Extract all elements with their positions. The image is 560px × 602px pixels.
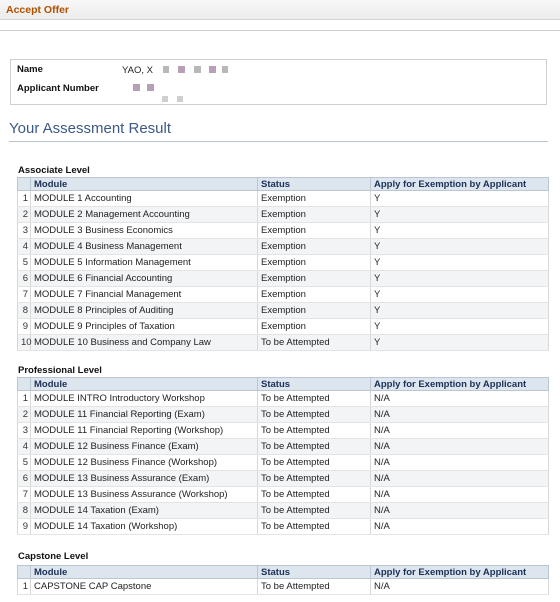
table-row	[18, 255, 549, 271]
apply-cell: N/A	[371, 455, 549, 471]
redacted-block	[222, 66, 228, 73]
row-number: 4	[18, 439, 31, 455]
redacted-block	[178, 66, 185, 73]
module-cell: CAPSTONE CAP Capstone	[31, 579, 258, 595]
status-cell: To be Attempted	[258, 471, 371, 487]
row-number: 1	[18, 579, 31, 595]
apply-cell: N/A	[371, 579, 549, 595]
name-label: Name	[17, 64, 43, 75]
row-number: 10	[18, 335, 31, 351]
table-row	[18, 335, 549, 351]
apply-cell: Y	[371, 207, 549, 223]
row-number: 9	[18, 319, 31, 335]
module-cell: MODULE 10 Business and Company Law	[31, 335, 258, 351]
module-cell: MODULE 11 Financial Reporting (Exam)	[31, 407, 258, 423]
status-cell: To be Attempted	[258, 423, 371, 439]
row-number: 6	[18, 271, 31, 287]
apply-column-header: Apply for Exemption by Applicant	[371, 566, 549, 579]
redacted-block	[163, 66, 169, 73]
applicant-info-box	[10, 59, 547, 105]
status-cell: Exemption	[258, 287, 371, 303]
row-number: 5	[18, 455, 31, 471]
associate-level-table	[17, 177, 549, 351]
module-cell: MODULE 8 Principles of Auditing	[31, 303, 258, 319]
status-cell: To be Attempted	[258, 579, 371, 595]
status-cell: To be Attempted	[258, 455, 371, 471]
table-row	[18, 439, 549, 455]
module-column-header: Module	[31, 566, 258, 579]
row-number-header	[18, 178, 31, 191]
redacted-block	[194, 66, 201, 73]
page-header	[0, 0, 560, 20]
module-cell: MODULE 4 Business Management	[31, 239, 258, 255]
row-number: 9	[18, 519, 31, 535]
table-row	[18, 303, 549, 319]
status-cell: Exemption	[258, 191, 371, 207]
table-row	[18, 391, 549, 407]
capstone-level-title: Capstone Level	[18, 551, 89, 562]
module-cell: MODULE 13 Business Assurance (Exam)	[31, 471, 258, 487]
row-number: 5	[18, 255, 31, 271]
row-number: 3	[18, 423, 31, 439]
redacted-block	[133, 84, 140, 91]
row-number: 6	[18, 471, 31, 487]
redacted-block	[162, 96, 168, 102]
module-cell: MODULE 3 Business Economics	[31, 223, 258, 239]
row-number: 2	[18, 407, 31, 423]
module-cell: MODULE 11 Financial Reporting (Workshop)	[31, 423, 258, 439]
row-number: 4	[18, 239, 31, 255]
module-cell: MODULE 9 Principles of Taxation	[31, 319, 258, 335]
row-number: 8	[18, 503, 31, 519]
status-cell: Exemption	[258, 207, 371, 223]
module-cell: MODULE 12 Business Finance (Workshop)	[31, 455, 258, 471]
table-row	[18, 319, 549, 335]
status-cell: To be Attempted	[258, 407, 371, 423]
module-cell: MODULE 7 Financial Management	[31, 287, 258, 303]
divider	[0, 30, 560, 31]
module-cell: MODULE 14 Taxation (Workshop)	[31, 519, 258, 535]
module-cell: MODULE 5 Information Management	[31, 255, 258, 271]
apply-cell: N/A	[371, 503, 549, 519]
status-cell: To be Attempted	[258, 519, 371, 535]
assessment-result-title: Your Assessment Result	[9, 120, 172, 137]
table-row	[18, 423, 549, 439]
apply-cell: N/A	[371, 519, 549, 535]
professional-level-table	[17, 377, 549, 535]
row-number: 3	[18, 223, 31, 239]
table-row	[18, 407, 549, 423]
apply-column-header: Apply for Exemption by Applicant	[371, 378, 549, 391]
table-row	[18, 223, 549, 239]
module-cell: MODULE INTRO Introductory Workshop	[31, 391, 258, 407]
status-column-header: Status	[258, 566, 371, 579]
row-number: 1	[18, 391, 31, 407]
table-row	[18, 207, 549, 223]
status-cell: Exemption	[258, 271, 371, 287]
row-number-header	[18, 378, 31, 391]
redacted-block	[209, 66, 216, 73]
table-row	[18, 271, 549, 287]
row-number-header	[18, 566, 31, 579]
status-column-header: Status	[258, 178, 371, 191]
status-cell: To be Attempted	[258, 503, 371, 519]
status-cell: Exemption	[258, 223, 371, 239]
table-row	[18, 239, 549, 255]
table-row	[18, 287, 549, 303]
apply-column-header: Apply for Exemption by Applicant	[371, 178, 549, 191]
apply-cell: N/A	[371, 487, 549, 503]
status-cell: Exemption	[258, 303, 371, 319]
module-cell: MODULE 1 Accounting	[31, 191, 258, 207]
row-number: 7	[18, 287, 31, 303]
status-cell: To be Attempted	[258, 487, 371, 503]
table-row	[18, 487, 549, 503]
redacted-block	[147, 84, 154, 91]
status-cell: Exemption	[258, 255, 371, 271]
status-cell: Exemption	[258, 239, 371, 255]
divider	[9, 141, 548, 142]
table-row	[18, 519, 549, 535]
apply-cell: Y	[371, 271, 549, 287]
row-number: 2	[18, 207, 31, 223]
table-row	[18, 503, 549, 519]
capstone-level-table	[17, 565, 549, 595]
status-cell: To be Attempted	[258, 439, 371, 455]
apply-cell: N/A	[371, 423, 549, 439]
module-cell: MODULE 2 Management Accounting	[31, 207, 258, 223]
row-number: 7	[18, 487, 31, 503]
row-number: 8	[18, 303, 31, 319]
page-title: Accept Offer	[6, 4, 70, 16]
module-cell: MODULE 13 Business Assurance (Workshop)	[31, 487, 258, 503]
module-cell: MODULE 14 Taxation (Exam)	[31, 503, 258, 519]
status-cell: Exemption	[258, 319, 371, 335]
row-number: 1	[18, 191, 31, 207]
professional-level-title: Professional Level	[18, 365, 102, 376]
table-row	[18, 455, 549, 471]
apply-cell: Y	[371, 303, 549, 319]
status-cell: To be Attempted	[258, 335, 371, 351]
apply-cell: N/A	[371, 439, 549, 455]
apply-cell: Y	[371, 191, 549, 207]
module-column-header: Module	[31, 378, 258, 391]
redacted-block	[177, 96, 183, 102]
status-cell: To be Attempted	[258, 391, 371, 407]
apply-cell: Y	[371, 335, 549, 351]
status-column-header: Status	[258, 378, 371, 391]
apply-cell: Y	[371, 239, 549, 255]
apply-cell: N/A	[371, 407, 549, 423]
apply-cell: Y	[371, 255, 549, 271]
applicant-number-label: Applicant Number	[17, 83, 99, 94]
table-row	[18, 191, 549, 207]
apply-cell: Y	[371, 223, 549, 239]
apply-cell: N/A	[371, 471, 549, 487]
module-column-header: Module	[31, 178, 258, 191]
table-row	[18, 579, 549, 595]
module-cell: MODULE 6 Financial Accounting	[31, 271, 258, 287]
table-row	[18, 471, 549, 487]
apply-cell: Y	[371, 319, 549, 335]
module-cell: MODULE 12 Business Finance (Exam)	[31, 439, 258, 455]
apply-cell: N/A	[371, 391, 549, 407]
associate-level-title: Associate Level	[18, 165, 90, 176]
name-value: YAO, X	[122, 65, 153, 76]
apply-cell: Y	[371, 287, 549, 303]
